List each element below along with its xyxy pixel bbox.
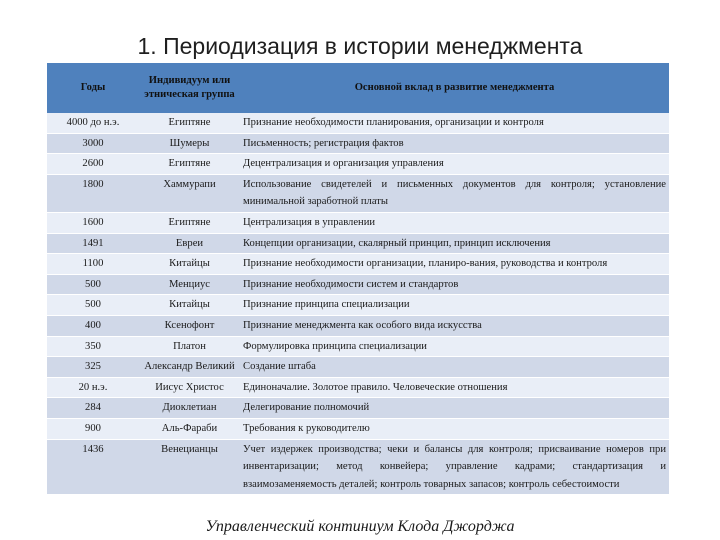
table-row: [47, 113, 669, 133]
year-cell: 1491: [47, 233, 139, 254]
contribution-cell: Централизация в управлении: [240, 212, 669, 233]
table-row: [47, 295, 669, 316]
contribution-cell: Признание необходимости организации, планиро-вания, руководства и контроля: [240, 254, 669, 275]
group-cell: Диоклетиан: [139, 398, 240, 419]
group-cell: Китайцы: [139, 254, 240, 275]
contribution-cell: Формулировка принципа специализации: [240, 336, 669, 357]
group-cell: Египтяне: [139, 154, 240, 175]
table-row: [47, 439, 669, 495]
year-cell: 4000 до н.э.: [47, 113, 139, 133]
contribution-cell: Концепции организации, скалярный принцип, принцип исключения: [240, 233, 669, 254]
header-contribution: Основной вклад в развитие менеджмента: [240, 63, 669, 113]
contribution-cell: Признание менеджмента как особого вида искусства: [240, 315, 669, 336]
table-body: [47, 113, 669, 495]
table-row: [47, 233, 669, 254]
year-cell: 900: [47, 418, 139, 439]
table-row: [47, 418, 669, 439]
table-row: [47, 174, 669, 212]
group-cell: Венецианцы: [139, 439, 240, 495]
contribution-cell: Признание необходимости систем и стандартов: [240, 274, 669, 295]
year-cell: 1436: [47, 439, 139, 495]
header-years: Годы: [47, 63, 139, 113]
management-history-table: [47, 63, 669, 495]
group-cell: Шумеры: [139, 133, 240, 154]
contribution-cell: Признание принципа специализации: [240, 295, 669, 316]
group-cell: Ксенофонт: [139, 315, 240, 336]
year-cell: 284: [47, 398, 139, 419]
group-cell: Менциус: [139, 274, 240, 295]
year-cell: 20 н.э.: [47, 377, 139, 398]
table-row: [47, 133, 669, 154]
year-cell: 2600: [47, 154, 139, 175]
contribution-cell: Требования к руководителю: [240, 418, 669, 439]
table-header-row: [47, 63, 669, 113]
group-cell: Хаммурапи: [139, 174, 240, 212]
year-cell: 1100: [47, 254, 139, 275]
table-row: [47, 274, 669, 295]
table-row: [47, 254, 669, 275]
contribution-cell: Учет издержек производства; чеки и балансы для контроля; присваивание номеров при инвентаризации; метод конвейера; управление кадрами; стандартизация и взаимозаменяемость деталей; контроль товарных запасов; контроль себестоимости: [240, 439, 669, 495]
year-cell: 500: [47, 274, 139, 295]
year-cell: 1600: [47, 212, 139, 233]
year-cell: 500: [47, 295, 139, 316]
year-cell: 325: [47, 357, 139, 378]
year-cell: 350: [47, 336, 139, 357]
year-cell: 1800: [47, 174, 139, 212]
contribution-cell: Децентрализация и организация управления: [240, 154, 669, 175]
group-cell: Иисус Христос: [139, 377, 240, 398]
header-group: Индивидуум или этническая группа: [139, 63, 240, 113]
footer-caption: Управленческий континиум Клода Джорджа: [205, 518, 515, 535]
contribution-cell: Делегирование полномочий: [240, 398, 669, 419]
table-row: [47, 357, 669, 378]
group-cell: Евреи: [139, 233, 240, 254]
table-row: [47, 154, 669, 175]
contribution-cell: Единоначалие. Золотое правило. Человеческие отношения: [240, 377, 669, 398]
table-row: [47, 315, 669, 336]
contribution-cell: Создание штаба: [240, 357, 669, 378]
table-row: [47, 336, 669, 357]
contribution-cell: Письменность; регистрация фактов: [240, 133, 669, 154]
group-cell: Египтяне: [139, 113, 240, 133]
contribution-cell: Использование свидетелей и письменных документов для контроля; установление минимальной заработной платы: [240, 174, 669, 212]
group-cell: Платон: [139, 336, 240, 357]
group-cell: Аль-Фараби: [139, 418, 240, 439]
group-cell: Египтяне: [139, 212, 240, 233]
table-row: [47, 377, 669, 398]
contribution-cell: Признание необходимости планирования, организации и контроля: [240, 113, 669, 133]
group-cell: Китайцы: [139, 295, 240, 316]
year-cell: 3000: [47, 133, 139, 154]
table-row: [47, 212, 669, 233]
table-row: [47, 398, 669, 419]
group-cell: Александр Великий: [139, 357, 240, 378]
year-cell: 400: [47, 315, 139, 336]
slide-title: 1. Периодизация в истории менеджмента: [137, 33, 583, 59]
